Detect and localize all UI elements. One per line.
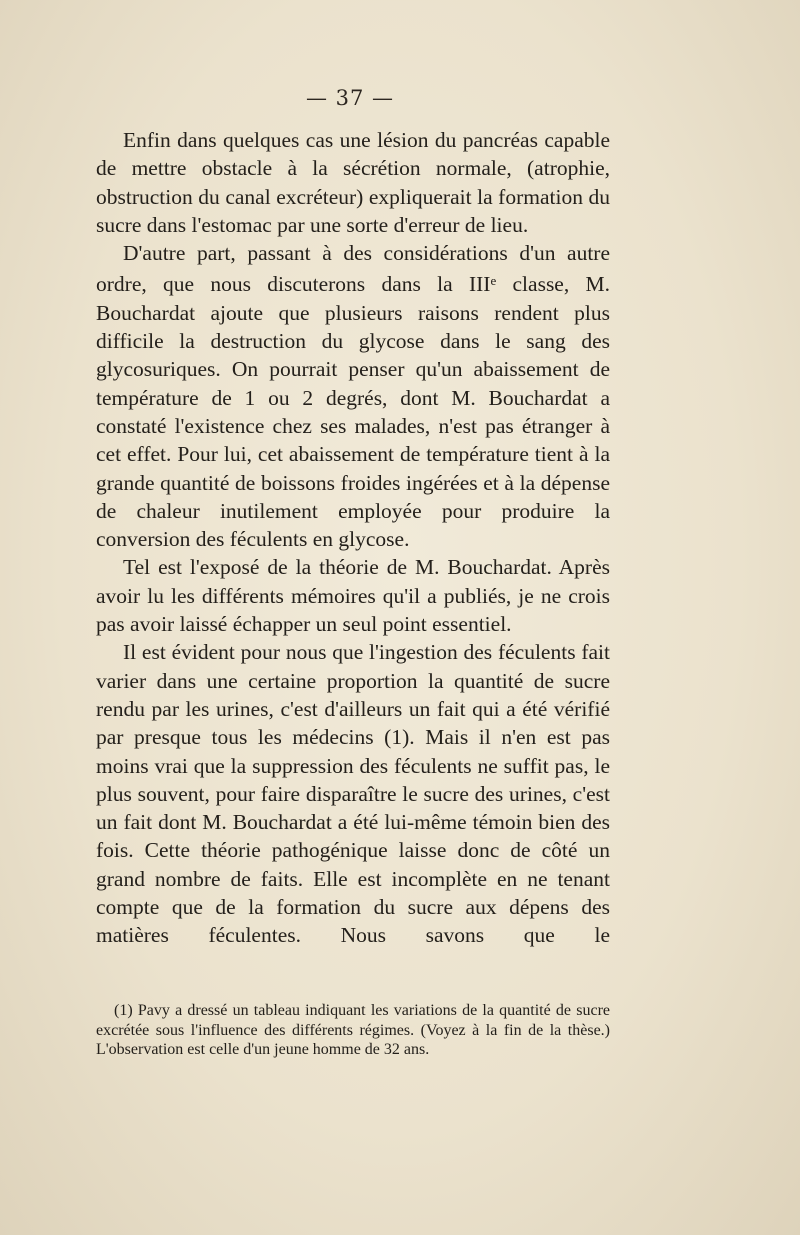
paragraph-2-part-b: classe, M. Bouchardat ajoute que plusieurs raisons rendent plus difficile la destruction du glycose dans le sang des glycosuriques. On pourrait penser qu'un abaissement de température de 1 ou 2 degrés, dont M. Bouchardat a constaté l'existence chez ses malades, n'est pas étranger à cet effet. Pour lui, cet abaissement de température tient à la grande quantité de boissons froides ingérées et à la dépense de chaleur inutilement employée pour produire la conversion des féculents en glycose. — [96, 272, 611, 552]
paragraph-2-part-a: D'autre part, passant à des considérations d'un autre ordre, que nous discuterons dans la III — [96, 241, 610, 297]
paragraph-1: Enfin dans quelques cas une lésion du pancréas capable de mettre obstacle à la sécrétion normale, (atrophie, obstruction du canal excréteur) expliquerait la formation du sucre dans l'estomac par une sorte d'erreur de lieu. — [96, 128, 610, 237]
paragraph-3: Tel est l'exposé de la théorie de M. Bouchardat. Après avoir lu les différents mémoires qu'il a publiés, je ne crois pas avoir laissé échapper un seul point essentiel. — [96, 555, 610, 637]
superscript-e: e — [490, 273, 497, 289]
body-text — [96, 126, 610, 950]
paragraph-4: Il est évident pour nous que l'ingestion des féculents fait varier dans une certaine proportion la quantité de sucre rendu par les urines, c'est d'ailleurs un fait qui a été vérifié par presque tous les médecins (1). Mais il n'en est pas moins vrai que la suppression des féculents ne suffit pas, le plus souvent, pour faire disparaître le sucre des urines, c'est un fait dont M. Bouchardat a été lui-même témoin bien des fois. Cette théorie pathogénique laisse donc de côté un grand nombre de faits. Elle est incomplète en ne tenant compte que de la formation du sucre aux dépens des matières féculentes. Nous savons que le — [96, 640, 610, 948]
paragraph-2 — [96, 239, 610, 553]
footnote: (1) Pavy a dressé un tableau indiquant les variations de la quantité de sucre excrétée sous l'influence des différents régimes. (Voyez à la fin de la thèse.) L'observation est celle d'un jeune homme de 32 ans. — [96, 1002, 610, 1059]
page-number: — 37 — — [305, 86, 395, 110]
